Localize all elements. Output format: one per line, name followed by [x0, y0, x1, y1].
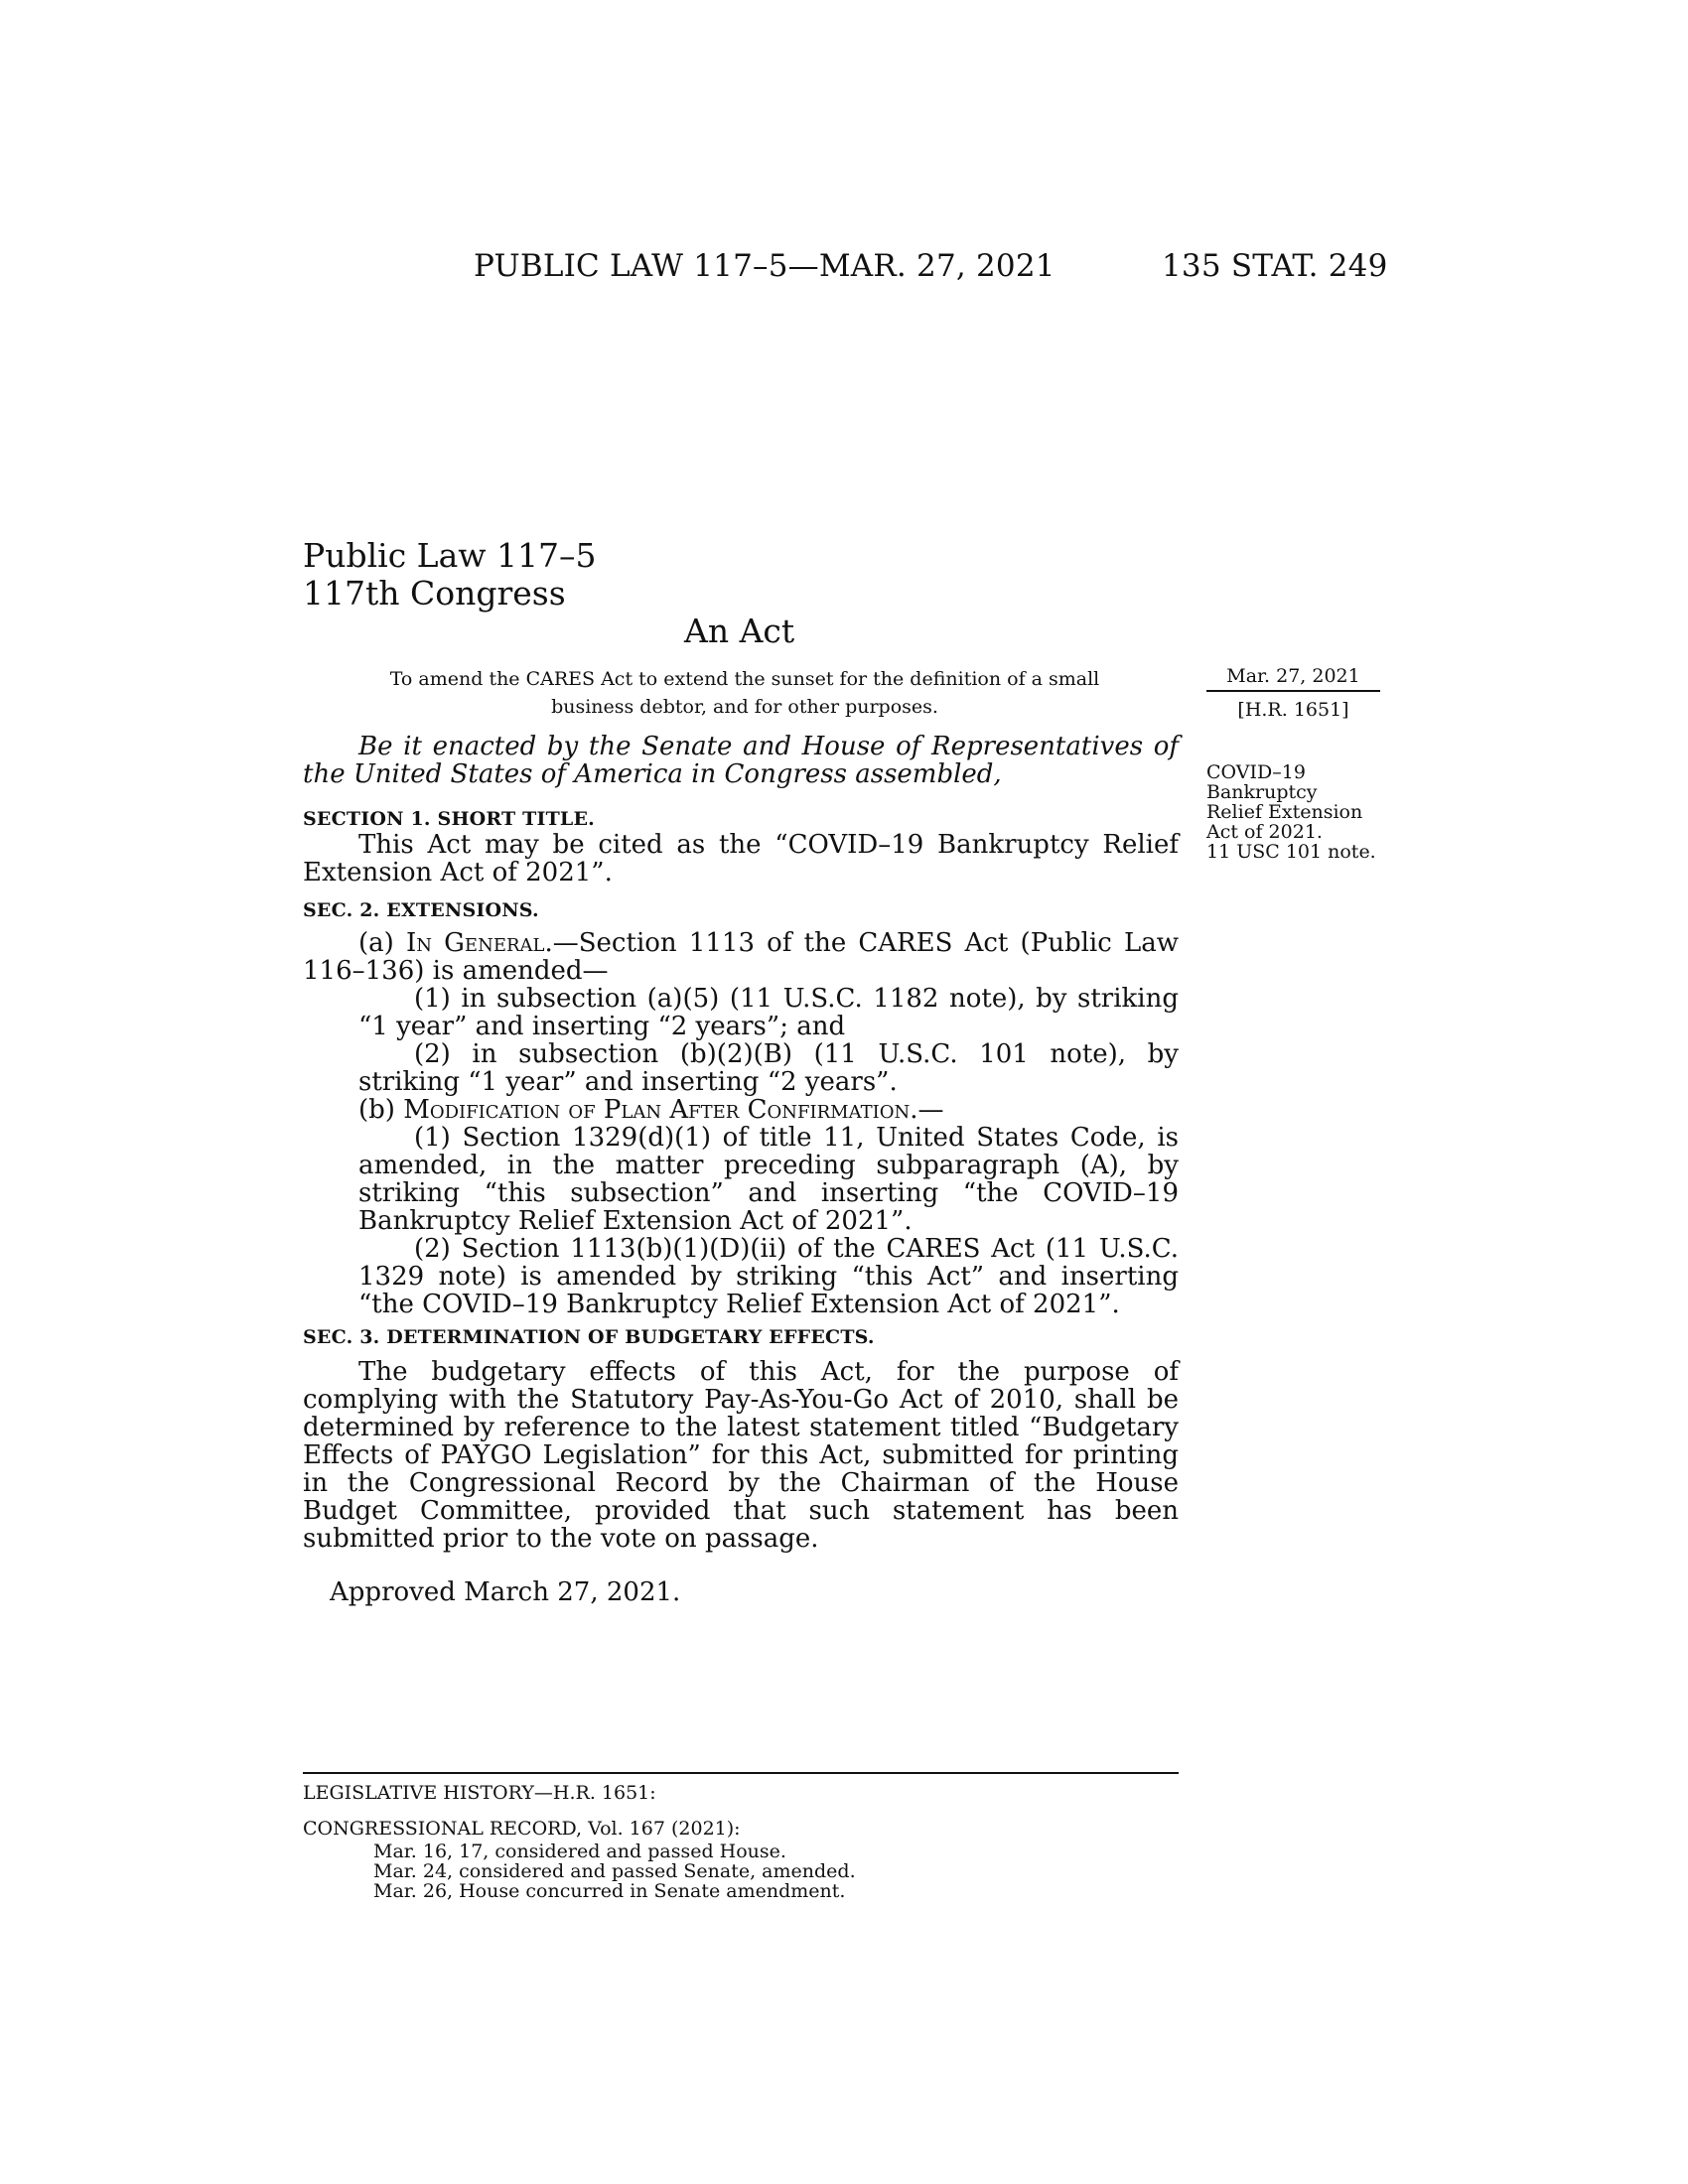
subsection-b-caption: Modification of Plan After Confirmation.: [403, 1095, 918, 1125]
congress: 117th Congress: [303, 574, 566, 613]
subsection-a-text: —Section 1113 of the CARES Act (Public Law 116–136) is amended—: [303, 928, 1179, 986]
subsection-a-caption: In General.: [405, 928, 553, 958]
running-header-page: 135 STAT. 249: [1162, 248, 1388, 284]
history-item: Mar. 26, House concurred in Senate amendment.: [373, 1880, 846, 1902]
law-number: Public Law 117–5: [303, 536, 597, 575]
subsection-b-label: (b): [358, 1095, 404, 1125]
paragraph-b2: (2) Section 1113(b)(1)(D)(ii) of the CARES Act (11 U.S.C. 1329 note) is amended by striking “this Act” and inserting “the COVID–19 Bankruptcy Relief Extension Act of 2021”.: [358, 1234, 1179, 1319]
subsection-b-text: —: [917, 1095, 944, 1125]
margin-note-line: COVID–19: [1206, 761, 1306, 783]
purpose-statement: [298, 665, 1192, 721]
purpose-line: To amend the CARES Act to extend the sunset for the definition of a small: [389, 668, 1100, 690]
section-1-heading: SECTION 1. SHORT TITLE.: [303, 808, 595, 830]
subsection-b: [303, 1096, 1179, 1124]
history-item: Mar. 24, considered and passed Senate, amended.: [373, 1860, 856, 1882]
paragraph-b1: (1) Section 1329(d)(1) of title 11, United States Code, is amended, in the matter preceding subparagraph (A), by striking “this subsection” and inserting “the COVID–19 Bankruptcy Relief Extension Act of 2021”.: [358, 1123, 1179, 1236]
margin-note-line: 11 USC 101 note.: [1206, 841, 1376, 863]
margin-note-line: Bankruptcy: [1206, 781, 1318, 803]
approval-date: Approved March 27, 2021.: [330, 1577, 681, 1607]
enacting-clause: Be it enacted by the Senate and House of Representatives of the United States of America in Congress assembled,: [303, 732, 1179, 789]
footnote-divider: [303, 1772, 1179, 1774]
section-3-text: The budgetary effects of this Act, for the purpose of complying with the Statutory Pay-As-You-Go Act of 2010, shall be determined by reference to the latest statement titled “Budgetary Effects of PAYGO Legislation” for this Act, submitted for printing in the Congressional Record by the Chairman of the House Budget Committee, provided that such statement has been submitted prior to the vote on passage.: [303, 1357, 1179, 1554]
history-item: Mar. 16, 17, considered and passed House.: [373, 1841, 786, 1862]
running-header-title: PUBLIC LAW 117–5—MAR. 27, 2021: [474, 248, 1055, 284]
margin-date: Mar. 27, 2021: [1206, 665, 1380, 692]
margin-note: [1206, 762, 1385, 862]
subsection-a: [303, 929, 1179, 985]
purpose-line: business debtor, and for other purposes.: [551, 696, 938, 718]
legislative-history-title: LEGISLATIVE HISTORY—H.R. 1651:: [303, 1782, 656, 1804]
paragraph-a2: (2) in subsection (b)(2)(B) (11 U.S.C. 101 note), by striking “1 year” and inserting “2 years”.: [358, 1039, 1179, 1097]
subsection-a-label: (a): [358, 928, 406, 958]
section-2-body: [303, 929, 1179, 1318]
section-1-text: This Act may be cited as the “COVID–19 Bankruptcy Relief Extension Act of 2021”.: [303, 830, 1179, 887]
paragraph-a1: (1) in subsection (a)(5) (11 U.S.C. 1182 note), by striking “1 year” and inserting “2 years”; and: [358, 984, 1179, 1041]
section-3-heading: SEC. 3. DETERMINATION OF BUDGETARY EFFECTS.: [303, 1326, 875, 1348]
margin-bill-number: [H.R. 1651]: [1237, 699, 1349, 721]
margin-note-line: Relief Extension: [1206, 801, 1363, 823]
congressional-record: CONGRESSIONAL RECORD, Vol. 167 (2021):: [303, 1818, 741, 1840]
section-2-heading: SEC. 2. EXTENSIONS.: [303, 899, 539, 921]
margin-note-line: Act of 2021.: [1206, 821, 1323, 843]
act-heading: An Act: [684, 612, 795, 650]
